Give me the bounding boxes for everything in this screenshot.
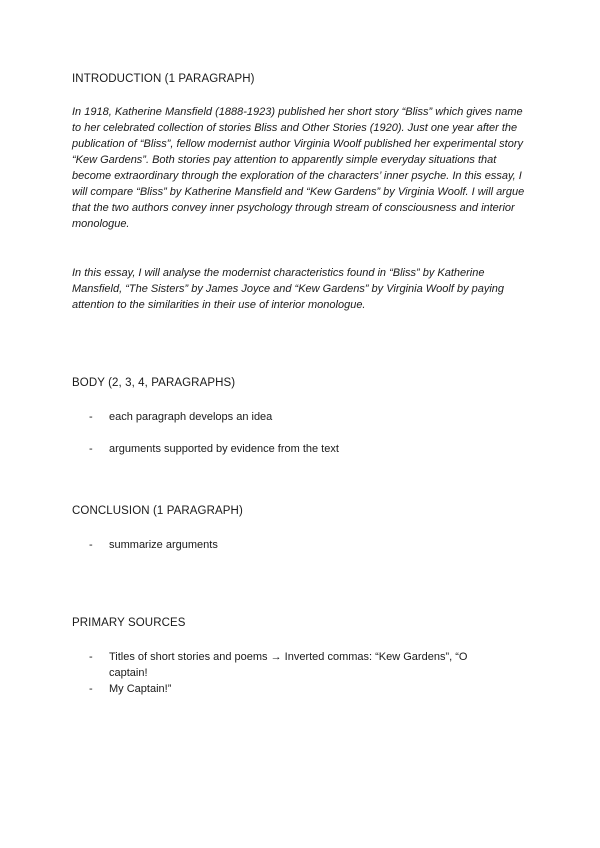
list-item: [72, 681, 489, 697]
dash-marker: -: [89, 443, 93, 455]
introduction-paragraph-1: In 1918, Katherine Mansfield (1888-1923) published her short story “Bliss” which gives name to her celebrated collection of stories Bliss and Other Stories (1920). Just one year after the publication of “Bliss”, fellow modernist author Virginia Woolf published her experimental story “Kew Gardens”. Both stories pay attention to apparently simple everyday situations that become extraordinary through the exploration of the characters’ inner psyche. In this essay, I will compare “Bliss” by Katherine Mansfield and “Kew Gardens” by Virginia Woolf. I will argue that the two authors convey inner psychology through stream of consciousness and interior monologue.: [72, 106, 525, 230]
dash-marker: -: [89, 651, 93, 663]
list-item: [72, 537, 489, 553]
list-item: [72, 441, 489, 457]
introduction-paragraph-2: In this essay, I will analyse the modernist characteristics found in “Bliss” by Katherine Mansfield, “The Sisters” by James Joyce and “Kew Gardens” by Virginia Woolf by paying attention to the similarities in their use of interior monologue.: [72, 267, 505, 311]
list-item-text: My Captain!”: [109, 683, 172, 695]
introduction-heading: INTRODUCTION (1 PARAGRAPH): [72, 73, 255, 85]
list-item-text: each paragraph develops an idea: [109, 411, 273, 423]
dash-marker: -: [89, 411, 93, 423]
dash-marker: -: [89, 683, 93, 695]
list-item-text: summarize arguments: [109, 539, 218, 551]
conclusion-heading: CONCLUSION (1 PARAGRAPH): [72, 505, 243, 517]
list-item: [72, 649, 489, 681]
list-item-text: Titles of short stories and poems → Inverted commas: “Kew Gardens”, “O captain!: [109, 651, 468, 679]
list-item: [72, 409, 489, 425]
list-item-text: arguments supported by evidence from the text: [109, 443, 339, 455]
body-bullet-list: [72, 409, 489, 457]
conclusion-bullet-list: [72, 537, 489, 553]
primary-sources-heading: PRIMARY SOURCES: [72, 617, 186, 629]
primary-sources-bullet-list: [72, 649, 489, 697]
body-heading: BODY (2, 3, 4, PARAGRAPHS): [72, 377, 236, 389]
dash-marker: -: [89, 539, 93, 551]
